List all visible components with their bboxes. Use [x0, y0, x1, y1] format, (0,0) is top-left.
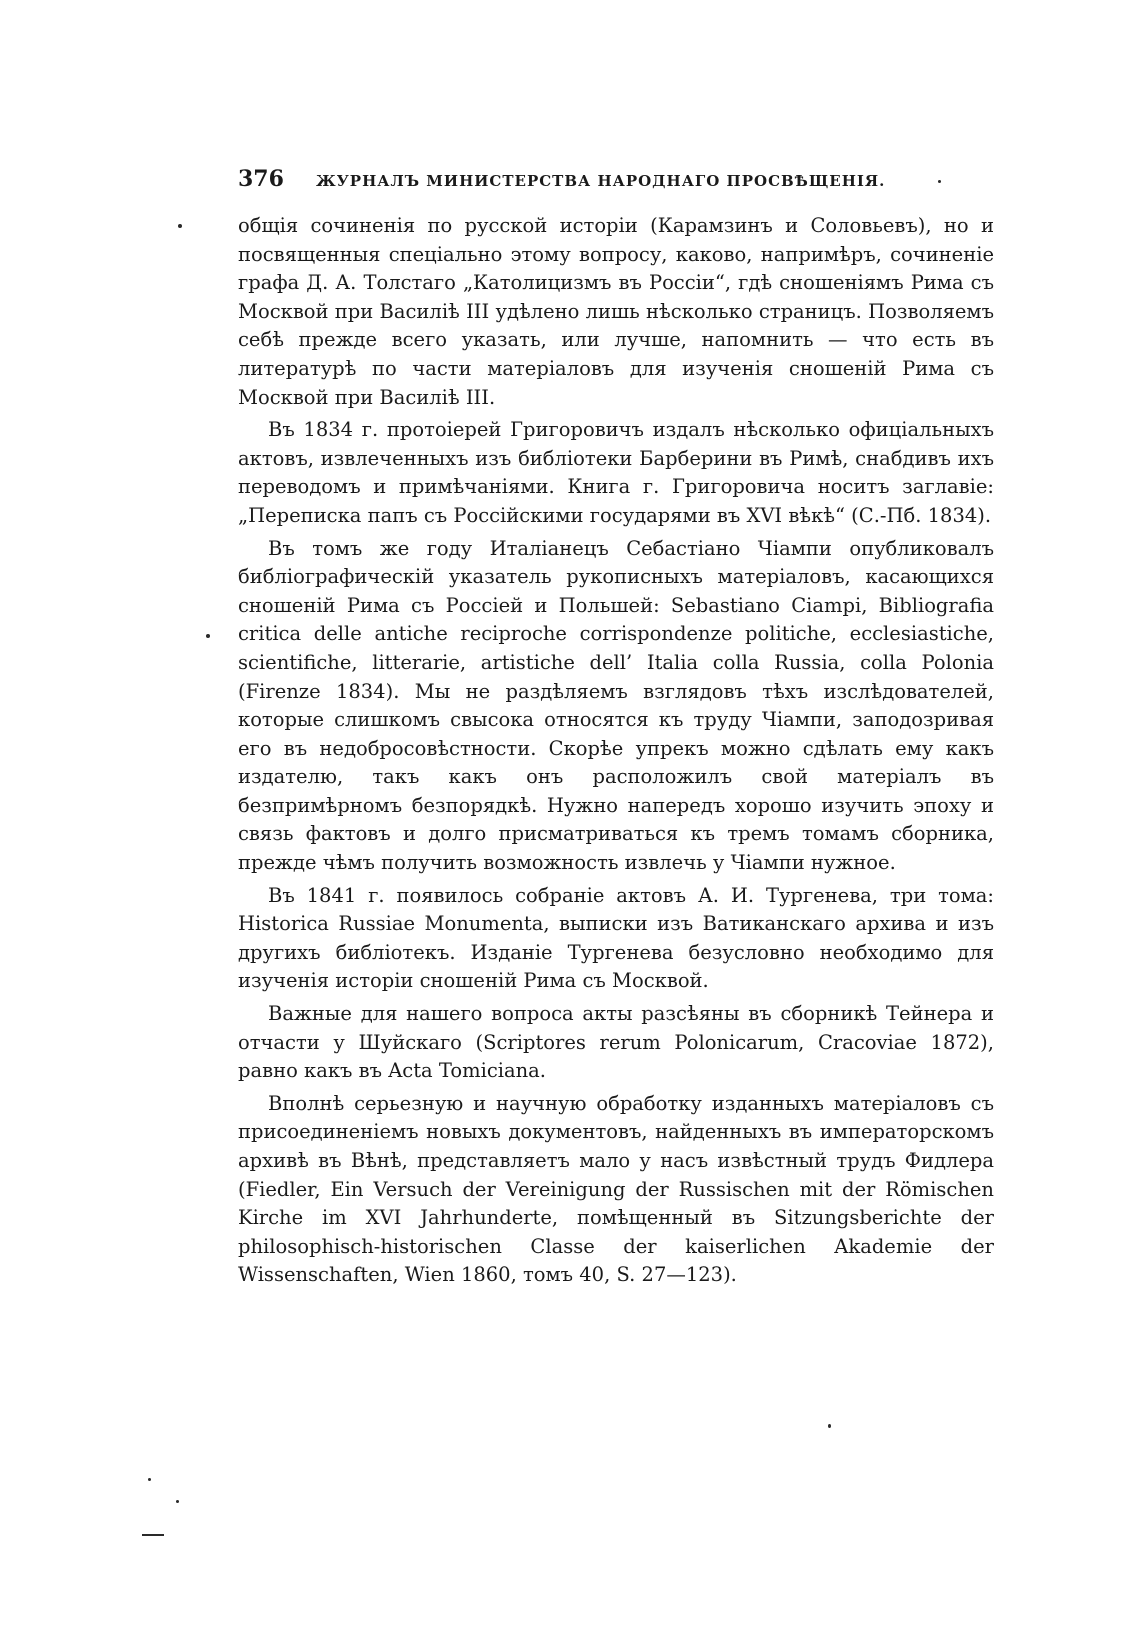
- scan-speck: [176, 1500, 179, 1503]
- paragraph-continuation: общія сочиненія по русской исторіи (Карамзинъ и Соловьевъ), но и посвященныя спеціально этому вопросу, каково, напримѣръ, сочиненіе графа Д. А. Толстаго „Католицизмъ въ Россіи“, гдѣ сношеніямъ Рима съ Москвой при Василіѣ III удѣлено лишь нѣсколько страницъ. Позволяемъ себѣ прежде всего указать, или лучше, напомнить — что есть въ литературѣ по части матеріаловъ для изученія сношеній Рима съ Москвой при Василіѣ III.: [238, 214, 994, 409]
- paragraph-turgenev: Въ 1841 г. появилось собраніе актовъ А. И. Тургенева, три тома: Historica Russiae Monumenta, выписки изъ Ватиканскаго архива и изъ другихъ библіотекъ. Изданіе Тургенева безусловно необходимо для изученія исторіи сношеній Рима съ Москвой.: [238, 883, 994, 993]
- scan-speck: [206, 634, 210, 638]
- scan-speck: [828, 1424, 831, 1428]
- paragraph-fiedler: Вполнѣ серьезную и научную обработку изданныхъ матеріаловъ съ присоединеніемъ новыхъ документовъ, найденныхъ въ императорскомъ архивѣ въ Вѣнѣ, представляетъ мало у насъ извѣстный трудъ Фидлера (Fiedler, Ein Versuch der Vereinigung der Russischen mit der Römischen Kirche im XVI Jahrhunderte, помѣщенный въ Sitzungsberichte der philosophisch-historischen Classe der kaiserlichen Akademie der Wissenschaften, Wien 1860, томъ 40, S. 27—123).: [238, 1091, 994, 1287]
- paragraph-ciampi: Въ томъ же году Италіанецъ Себастіано Чіампи опубликовалъ библіографическій указатель рукописныхъ матеріаловъ, касающихся сношеній Рима съ Россіей и Польшей: Sebastiano Ciampi, Bibliografia critica delle antiche reciproche corrispondenze politiche, ecclesiastiche, scientifiche, litterarie, artistiche dell’ Italia colla Russia, colla Polonia (Firenze 1834). Мы не раздѣляемъ взглядовъ тѣхъ изслѣдователей, которые слишкомъ свысока относятся къ труду Чіампи, заподозривая его въ недобросовѣстности. Скорѣе упрекъ можно сдѣлать ему какъ издателю, такъ какъ онъ расположилъ свой матеріалъ въ безпримѣрномъ безпорядкѣ. Нужно напередъ хорошо изучить эпоху и связь фактовъ и долго присматриваться къ тремъ томамъ сборника, прежде чѣмъ получить возможность извлечь у Чіампи нужное.: [238, 536, 994, 875]
- paragraph-theiner: Важные для нашего вопроса акты разсѣяны въ сборникѣ Тейнера и отчасти у Шуйскаго (Scriptores rerum Polonicarum, Cracoviae 1872), равно какъ въ Acta Tomiciana.: [238, 1002, 994, 1083]
- paragraph-grigorovich: Въ 1834 г. протоіерей Григоровичъ издалъ нѣсколько офиціальныхъ актовъ, извлеченныхъ изъ библіотеки Барберини въ Римѣ, снабдивъ ихъ переводомъ и примѣчаніями. Книга г. Григоровича носитъ заглавіе: „Переписка папъ съ Россійскими государями въ XVI вѣкѣ“ (С.-Пб. 1834).: [238, 418, 994, 527]
- page-number: 376: [238, 166, 284, 192]
- scan-speck: [178, 224, 182, 228]
- body-text: [238, 212, 994, 1294]
- scan-mark: [142, 1534, 164, 1536]
- scan-speck: [148, 1478, 151, 1481]
- running-head: [238, 166, 994, 196]
- scan-speck: [938, 180, 941, 183]
- journal-title: ЖУРНАЛЪ МИНИСТЕРСТВА НАРОДНАГО ПРОСВѢЩЕНІЯ.: [315, 172, 886, 190]
